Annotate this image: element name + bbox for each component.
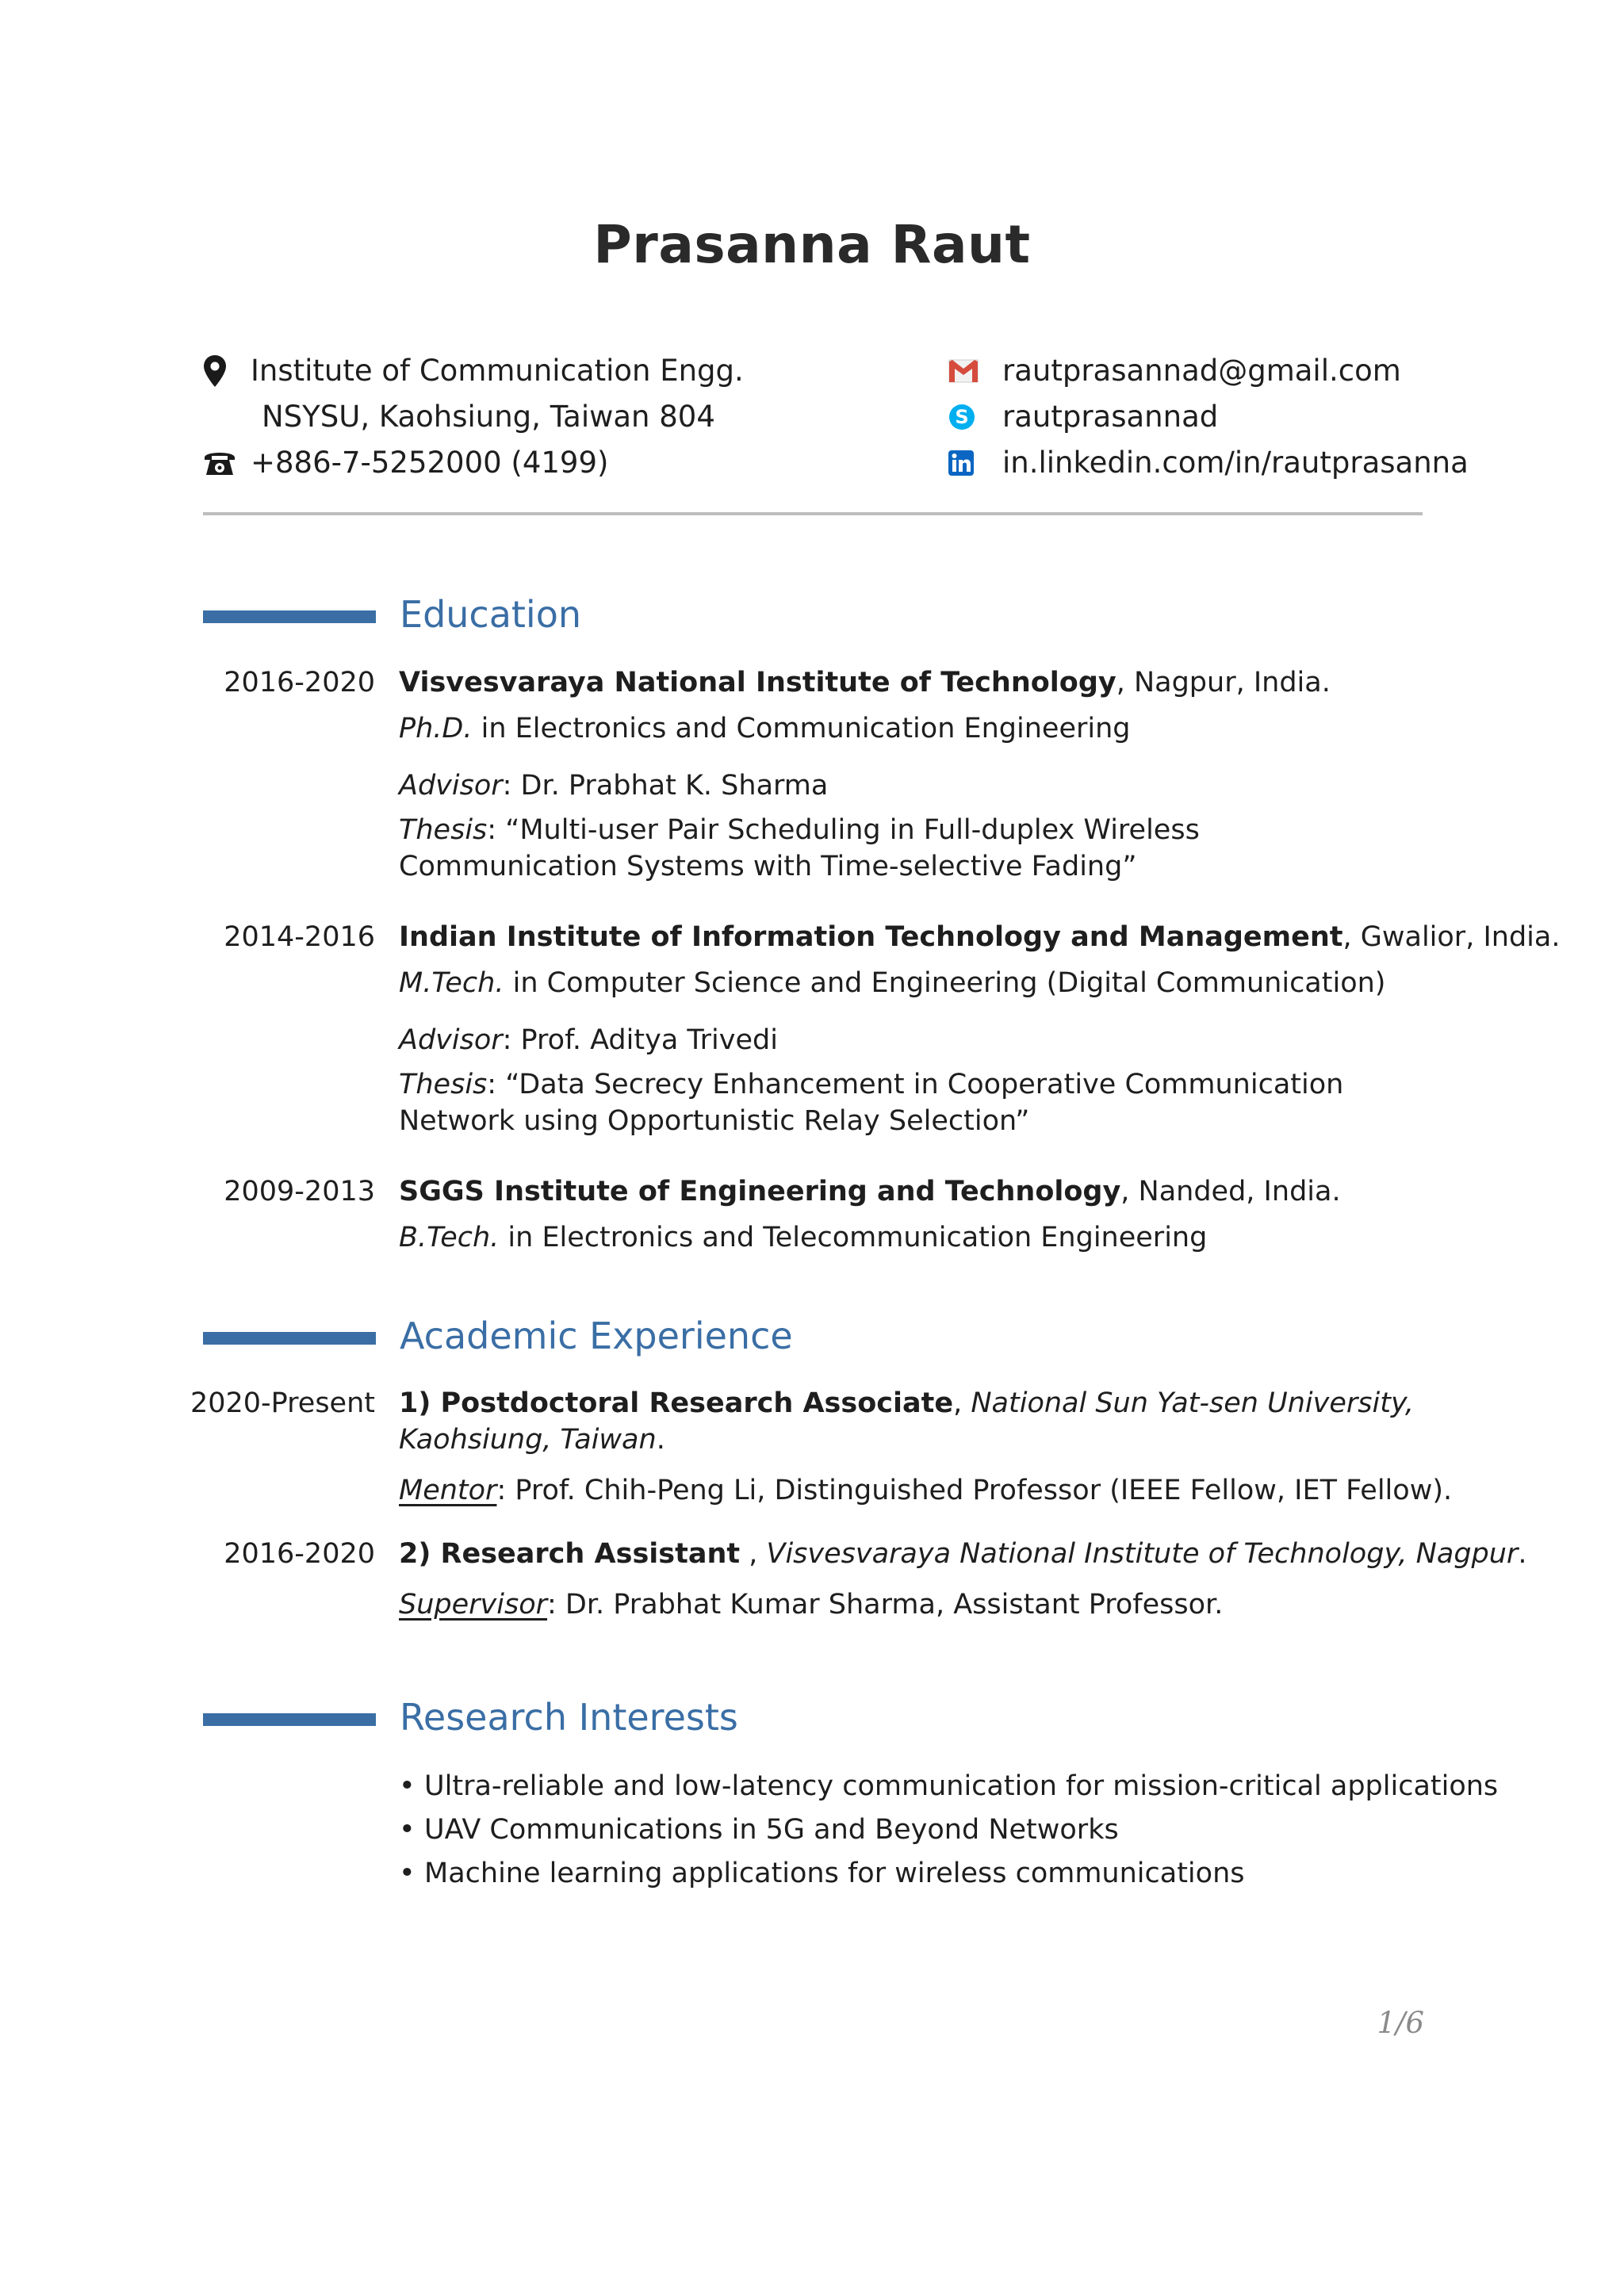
candidate-name: Prasanna Raut (593, 214, 1031, 275)
contact-right (948, 348, 1469, 486)
linkedin-link[interactable]: in.linkedin.com/in/rautprasanna (1002, 446, 1469, 480)
entry-date: 2016-2020 (224, 1538, 375, 1570)
degree-name: M.Tech. (399, 967, 504, 999)
entry-body (399, 664, 1422, 885)
institution-name: Indian Institute of Information Technology and Management (399, 921, 1343, 953)
organization: National Sun Yat-sen University, Kaohsiung, Taiwan (399, 1387, 1415, 1456)
linkedin-icon (948, 450, 1002, 476)
end-punct: . (656, 1424, 665, 1456)
role-title: 2) Research Assistant (399, 1538, 741, 1570)
entry-date: 2009-2013 (224, 1176, 375, 1207)
degree-field: in Computer Science and Engineering (Digital Communication) (504, 967, 1386, 999)
mentor-label: Mentor (399, 1475, 497, 1506)
section-header (0, 1314, 1624, 1362)
supervisor-name: : Dr. Prabhat Kumar Sharma, Assistant Professor. (547, 1589, 1224, 1621)
institution-name: Visvesvaraya National Institute of Technology (399, 667, 1116, 698)
end-punct: . (1518, 1538, 1527, 1570)
section-header (0, 1696, 1624, 1743)
institution-location: , Gwalior, India. (1342, 921, 1561, 953)
institution-name: SGGS Institute of Engineering and Technology (399, 1176, 1121, 1207)
page-number: 1/6 (1377, 2006, 1424, 2040)
header-divider (203, 512, 1423, 515)
list-item: • Ultra-reliable and low-latency communication for mission-critical applications (399, 1765, 1498, 1808)
list-item: • UAV Communications in 5G and Beyond Networks (399, 1808, 1498, 1852)
advisor-name: : Dr. Prabhat K. Sharma (502, 770, 829, 802)
list-item: • Machine learning applications for wireless communications (399, 1852, 1498, 1896)
entry-date: 2016-2020 (224, 667, 375, 698)
section-accent-bar (203, 610, 376, 623)
supervisor-label: Supervisor (399, 1589, 548, 1621)
address-row-2 (203, 394, 744, 440)
interests-list (399, 1765, 1498, 1896)
organization: Visvesvaraya National Institute of Technology, Nagpur (766, 1538, 1519, 1570)
address-row (203, 348, 744, 394)
entry-body (399, 1385, 1453, 1509)
gmail-icon (948, 359, 1002, 383)
role-title: 1) Postdoctoral Research Associate (399, 1387, 954, 1419)
phone-row (203, 440, 744, 486)
entry-body (399, 1173, 1422, 1256)
entry-body (399, 1536, 1527, 1623)
telephone-icon (203, 448, 251, 478)
mentor-name: : Prof. Chih-Peng Li, Distinguished Professor (IEEE Fellow, IET Fellow). (496, 1475, 1453, 1506)
advisor-label: Advisor (399, 1024, 503, 1056)
degree-name: B.Tech. (399, 1222, 500, 1253)
separator: , (740, 1538, 767, 1570)
degree-name: Ph.D. (399, 713, 473, 744)
degree-field: in Electronics and Telecommunication Engineering (499, 1222, 1208, 1253)
address-line-2: NSYSU, Kaohsiung, Taiwan 804 (262, 400, 715, 434)
thesis-title: : “Data Secrecy Enhancement in Cooperative Communication Network using Opportunistic Relay Selection” (399, 1069, 1344, 1137)
skype-handle[interactable]: rautprasannad (1002, 400, 1219, 434)
institution-location: , Nanded, India. (1120, 1176, 1341, 1207)
separator: , (953, 1387, 971, 1419)
email-link[interactable]: rautprasannad@gmail.com (1002, 354, 1401, 388)
section-header (0, 593, 1624, 641)
section-title: Education (400, 593, 582, 636)
address-line-1: Institute of Communication Engg. (251, 354, 744, 388)
skype-icon (948, 404, 1002, 430)
advisor-label: Advisor (399, 770, 503, 802)
contact-left (203, 348, 744, 486)
thesis-title: : “Multi-user Pair Scheduling in Full-duplex Wireless Communication Systems with Time-selective Fading” (399, 814, 1200, 882)
thesis-label: Thesis (399, 814, 488, 846)
skype-row (948, 394, 1469, 440)
phone-number[interactable]: +886-7-5252000 (4199) (251, 446, 609, 480)
linkedin-row (948, 440, 1469, 486)
entry-date: 2020-Present (190, 1387, 375, 1419)
svg-text:S: S (955, 406, 969, 428)
entry-date: 2014-2016 (224, 921, 375, 953)
advisor-name: : Prof. Aditya Trivedi (502, 1024, 778, 1056)
section-title: Research Interests (400, 1696, 738, 1739)
degree-field: in Electronics and Communication Engineering (472, 713, 1131, 744)
thesis-label: Thesis (399, 1069, 488, 1100)
institution-location: , Nagpur, India. (1116, 667, 1331, 698)
section-title: Academic Experience (400, 1314, 793, 1357)
map-pin-icon (203, 354, 251, 388)
entry-body (399, 919, 1561, 1139)
section-accent-bar (203, 1713, 376, 1726)
section-accent-bar (203, 1332, 376, 1345)
email-row (948, 348, 1469, 394)
